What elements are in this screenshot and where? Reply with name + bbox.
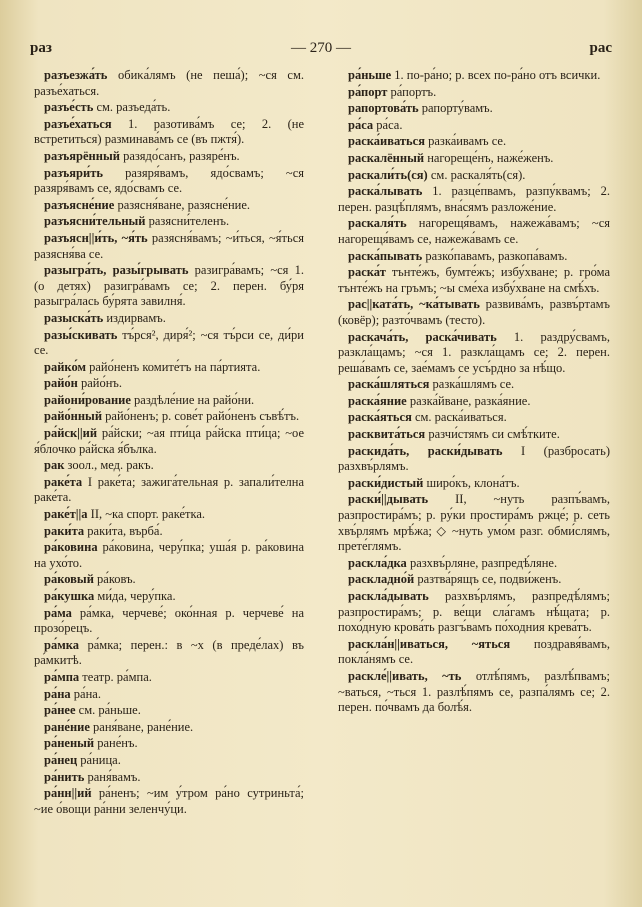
dictionary-entry (338, 118, 610, 134)
entry-definition: разяря́вамъ, ядо́свамъ; ~ся разяря́вамъ се, ядо́свамъ се. (34, 165, 304, 196)
entry-definition: райо́ненъ; р. сове́т райо́ненъ съвѣ́тъ. (102, 409, 300, 424)
entry-headword: разъезжа́ть (44, 68, 108, 82)
dictionary-entry (338, 184, 610, 215)
dictionary-entry (34, 670, 304, 686)
entry-definition: 1. разотива́мъ се; 2. (не встретиться) разминава́мъ се (въ пжтя́). (34, 116, 304, 147)
entry-headword: разыгра́ть, разы́грывать (44, 263, 189, 278)
entry-definition: ми́да, черу́пка. (94, 589, 176, 603)
dictionary-entry (34, 328, 304, 359)
dictionary-entry (34, 100, 304, 116)
entry-definition: разчи́стямъ си смѣ́тките. (425, 427, 560, 442)
entry-definition: театр. ра́мпа. (79, 669, 152, 684)
dictionary-entry (34, 117, 304, 148)
entry-headword: ра́мпа (44, 669, 80, 684)
dictionary-entry (338, 151, 610, 167)
dictionary-entry (338, 427, 610, 443)
left-column (34, 68, 304, 818)
entry-definition: разка́ивамъ се. (424, 134, 507, 149)
entry-definition: см. раскаля́ть(ся). (427, 167, 526, 182)
entry-definition: ра́ненъ; ~им у́тром ра́но сутриньта́; ~ие о́вощи ра́нни зеленчу́ци. (34, 786, 304, 816)
entry-definition: тъ́рся², диря́²; ~ся тъ́рси се, ди́ри се. (34, 327, 304, 358)
entry-headword: райо́н (44, 376, 78, 391)
dictionary-entry (34, 393, 304, 409)
entry-headword: разъе́сть (44, 100, 94, 115)
entry-headword: раскаля́ть (348, 216, 407, 231)
dictionary-entry (338, 572, 610, 588)
entry-definition: 1. по-ра́но; р. всех по-ра́но отъ всички. (391, 68, 601, 82)
entry-headword: раскладно́й (348, 572, 415, 587)
dictionary-entry (34, 263, 304, 310)
entry-headword: ра́нец (44, 752, 78, 767)
entry-definition: разко́павамъ, разкопа́вамъ. (422, 248, 568, 263)
entry-headword: разъярённый (44, 148, 120, 163)
entry-headword: раска́т (348, 265, 386, 280)
entry-headword: ра́ковый (44, 572, 94, 587)
dictionary-entry (34, 311, 304, 327)
dictionary-entry (338, 249, 610, 265)
entry-headword: раке́та (44, 474, 83, 489)
entry-definition: поздравя́вамъ, покла́нямъ се. (338, 636, 610, 667)
dictionary-entry (338, 85, 610, 101)
page-number: — 270 — (291, 40, 351, 56)
dictionary-entry (34, 736, 304, 752)
dictionary-entry (34, 638, 304, 669)
dictionary-entry (34, 606, 304, 637)
entry-headword: ра́ньше (348, 68, 392, 82)
dictionary-entry (338, 168, 610, 184)
entry-definition: разясня́ване, разясне́ние. (114, 197, 251, 212)
dictionary-entry (338, 68, 610, 84)
entry-headword: раска́иваться (348, 134, 425, 149)
entry-definition: разхвъ́рлямъ, разпредѣ́лямъ; разпростира́мъ; р. ве́щи сла́гамъ нѣ́щата; р. похо́дную крова́ть разгъ́вамъ по́ходния крева́тъ. (338, 589, 610, 635)
entry-definition: ра́ковъ. (93, 572, 136, 587)
entry-headword: ра́нн||ий (44, 786, 92, 801)
entry-headword: раска́пывать (348, 248, 423, 263)
dictionary-entry (34, 68, 304, 99)
entry-definition: ра́мка, черчеве́; око́нная р. черчеве́ на прозо́рецъ. (34, 605, 304, 636)
dictionary-entry (34, 360, 304, 376)
entry-headword: ра́на (44, 686, 71, 701)
entry-definition: райо́нъ. (77, 376, 122, 391)
entry-headword: разъе́хаться (44, 116, 112, 131)
dictionary-entry (34, 458, 304, 474)
dictionary-entry (34, 426, 304, 457)
entry-definition: разка́шлямъ се. (429, 377, 515, 392)
dictionary-entry (338, 410, 610, 426)
dictionary-entry (338, 492, 610, 554)
entry-headword: ра́порт (348, 84, 388, 99)
dictionary-entry (34, 149, 304, 165)
entry-headword: разыска́ть (44, 310, 104, 325)
entry-headword: рапортова́ть (348, 101, 419, 116)
entry-headword: ра́ма (44, 605, 72, 620)
entry-headword: раска́шляться (348, 377, 430, 392)
entry-definition: раня́ване, ране́ние. (89, 719, 194, 734)
dictionary-entry (34, 214, 304, 230)
dictionary-entry (338, 444, 610, 475)
entry-headword: раке́т||а (44, 507, 88, 522)
entry-definition: ра́са. (373, 117, 403, 132)
dictionary-entry (338, 669, 610, 716)
entry-headword: рас||ката́ть, ~ка́тывать (348, 297, 480, 312)
entry-definition: ра́ковина, черу́пка; уша́я р. ра́ковина на ухо́то. (34, 540, 304, 570)
dictionary-entry (34, 720, 304, 736)
dictionary-entry (338, 394, 610, 410)
entry-headword: ра́ковина (44, 540, 98, 555)
dictionary-entry (34, 770, 304, 786)
entry-definition: см. ра́ньше. (75, 703, 141, 718)
dictionary-entry (34, 753, 304, 769)
entry-headword: раска́яться (348, 410, 412, 425)
dictionary-entry (34, 524, 304, 540)
dictionary-entry (34, 409, 304, 425)
entry-definition: раки́та, върба́. (84, 523, 163, 538)
entry-headword: ра́нить (44, 769, 85, 784)
entry-headword: разы́скивать (44, 327, 118, 342)
dictionary-entry (34, 540, 304, 571)
dictionary-entry (34, 475, 304, 506)
entry-headword: райони́рование (44, 392, 131, 407)
dictionary-entry (34, 703, 304, 719)
dictionary-entry (338, 101, 610, 117)
entry-definition: разядо́санъ, разяре́нъ. (119, 148, 240, 163)
entry-definition: 1. раздру́свамъ, разкла́щамъ; ~ся 1. разкла́щамъ се; 2. перен. реша́вамъ се, зае́мамъ се усъ́рдно за нѣ́що. (338, 329, 610, 375)
dictionary-entry (338, 637, 610, 668)
entry-definition: ра́ница. (77, 752, 121, 767)
entry-definition: см. раска́иваться. (411, 410, 507, 425)
entry-headword: ране́ние (44, 719, 90, 734)
entry-headword: расквита́ться (348, 427, 426, 442)
entry-definition: разигра́вамъ; ~ся 1. (о детях) разигра́вамъ се; 2. перен. бу́ря разыгра́лась бу́рята завилня́. (34, 263, 304, 309)
dictionary-entry (338, 556, 610, 572)
entry-definition: ране́нъ. (94, 736, 138, 751)
entry-definition: разка́йване, разка́яние. (406, 393, 531, 408)
entry-headword: рак (44, 458, 65, 473)
entry-definition: ра́мка; перен.: в ~х (в преде́лах) въ ра́мкитѣ. (34, 637, 304, 668)
dictionary-entry (338, 589, 610, 636)
entry-headword: разъяри́ть (44, 165, 103, 180)
entry-headword: раскали́ть(ся) (348, 167, 428, 182)
entry-headword: ра́йск||ий (44, 426, 98, 441)
entry-definition: II, ~нуть разпъ́вамъ, разпростира́мъ; р. ру́ки простира́мъ ржце́; р. сеть хвъ́рлямъ мрѣ́жа; ◇ ~нуть умо́м разг. обми́слямъ, прете́глямъ. (338, 492, 610, 554)
entry-headword: раскида́ть, раски́дывать (348, 443, 503, 458)
entry-headword: раки́та (44, 523, 85, 538)
page-header (30, 40, 612, 60)
dictionary-entry (34, 376, 304, 392)
dictionary-entry (34, 231, 304, 262)
entry-definition: I (разбросать) разхвъ́рлямъ. (338, 443, 610, 474)
entry-headword: раски́дистый (348, 475, 424, 490)
right-guide-word: рас (589, 40, 612, 56)
dictionary-entry (34, 507, 304, 523)
entry-definition: ра́йски; ~ая пти́ца ра́йска пти́ца; ~ое я́блочко ра́йска я́бълка. (34, 426, 304, 456)
entry-headword: раска́яние (348, 393, 407, 408)
entry-definition: издирвамъ. (103, 310, 166, 325)
entry-definition: райо́ненъ комите́тъ на па́ртията. (85, 359, 261, 374)
dictionary-entry (338, 476, 610, 492)
dictionary-entry (338, 134, 610, 150)
entry-definition: тънте́жъ, бумте́жъ; избу́хване; р. гро́ма тънте́жъ на гръмъ; ~ы сме́ха избу́хване на смѣ́хъ. (338, 265, 610, 295)
entry-headword: раска́лывать (348, 184, 423, 199)
entry-headword: ра́нее (44, 703, 76, 718)
entry-definition: ра́на. (70, 686, 101, 701)
dictionary-entry (34, 589, 304, 605)
entry-definition: раня́вамъ. (84, 769, 141, 784)
dictionary-entry (34, 786, 304, 817)
entry-definition: I раке́та; зажига́тельная р. запали́телна раке́та. (34, 474, 304, 505)
dictionary-entry (34, 572, 304, 588)
entry-headword: раски́||дывать (348, 492, 429, 507)
entry-definition: нагореще́нъ, наже́женъ. (424, 150, 554, 165)
entry-definition: рапорту́вамъ. (418, 101, 493, 116)
entry-definition: разясни́теленъ. (145, 214, 230, 229)
entry-definition: 1. разце́пвамъ, разпу́квамъ; 2. перен. разцѣ́плямъ, вна́сямъ разложе́ние. (338, 184, 610, 214)
dictionary-entry (338, 330, 610, 377)
entry-headword: райко́м (44, 359, 86, 374)
entry-definition: ра́портъ. (387, 84, 437, 99)
entry-definition: широ́къ, клона́тъ. (423, 475, 520, 490)
entry-definition: нагорещя́вамъ, нажежа́вамъ; ~ся нагорещя́вамъ се, нажежа́вамъ се. (338, 216, 610, 246)
entry-headword: раскле́||ивать, ~ть (348, 668, 462, 683)
entry-headword: ра́неный (44, 736, 95, 751)
dictionary-entry (34, 687, 304, 703)
entry-definition: разхвъ́рляне, разпредѣ́ляне. (406, 555, 558, 570)
entry-definition: разтва́рящъ се, подви́женъ. (414, 572, 562, 587)
entry-headword: раскалённый (348, 150, 425, 165)
right-column (338, 68, 610, 717)
left-guide-word: раз (30, 40, 52, 56)
dictionary-entry (338, 297, 610, 328)
dictionary-entry (34, 198, 304, 214)
entry-definition: отлѣ́пямъ, разлѣ́пвамъ; ~ваться, ~ться 1. разлѣ́пямъ се, разпа́лямъ се; 2. перен. по́чвамъ да болѣ́я. (338, 668, 610, 715)
entry-definition: зоол., мед. ракъ. (64, 458, 154, 473)
entry-definition: обиκа́лямъ (не пеша́); ~ся см. разъе́хаться. (34, 68, 304, 98)
entry-headword: ра́кушка (44, 589, 95, 603)
entry-headword: райо́нный (44, 409, 103, 424)
entry-headword: ра́са (348, 117, 374, 132)
entry-headword: разъясн||и́ть, ~я́ть (44, 230, 148, 245)
entry-definition: раздѣле́ние на райо́ни. (130, 392, 255, 407)
entry-headword: раскача́ть, раска́чивать (348, 329, 497, 344)
entry-definition: II, ~ка спорт. раке́тка. (87, 507, 206, 522)
entry-definition: разясня́вамъ; ~и́ться, ~я́ться разясня́ва се. (34, 230, 304, 261)
entry-headword: ра́мка (44, 637, 79, 652)
entry-headword: разъясне́ние (44, 197, 115, 212)
dictionary-entry (338, 265, 610, 296)
entry-definition: развива́мъ, развъ́ртамъ (ковёр); разто́чвамъ (тесто). (338, 297, 610, 327)
dictionary-entry (34, 166, 304, 197)
entry-headword: раскла́дка (348, 555, 407, 570)
entry-headword: раскла́дывать (348, 589, 429, 603)
entry-headword: разъясни́тельный (44, 214, 146, 229)
entry-definition: см. разъеда́ть. (93, 100, 171, 115)
entry-headword: раскла́н||иваться, ~яться (348, 636, 511, 651)
dictionary-entry (338, 377, 610, 393)
dictionary-entry (338, 216, 610, 247)
